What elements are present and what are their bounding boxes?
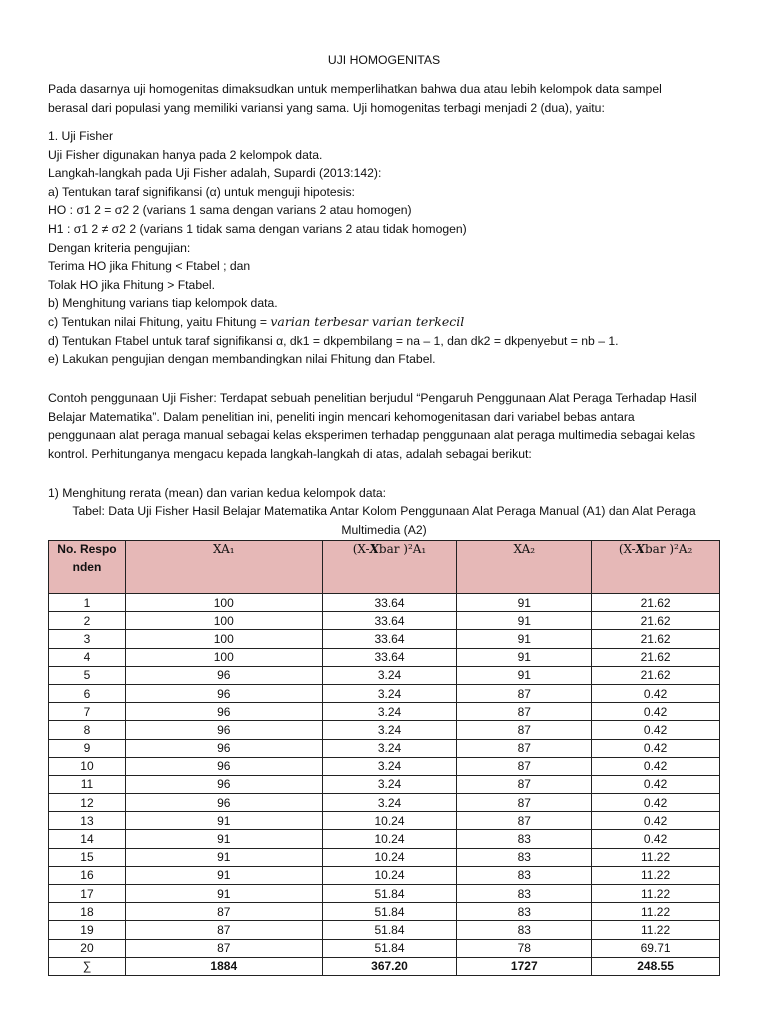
cell-xa2: 83	[457, 921, 592, 939]
table-row	[49, 775, 720, 793]
cell-xa1: 96	[125, 684, 322, 702]
hypothesis-h0: HO : σ1 2 = σ2 2 (varians 1 sama dengan varians 2 atau homogen)	[48, 203, 412, 218]
cell-xa1: 100	[125, 648, 322, 666]
example-line: Contoh penggunaan Uji Fisher: Terdapat sebuah penelitian berjudul “Pengaruh Penggunaan Alat Peraga Terhadap Hasil	[48, 391, 697, 405]
table-row	[49, 684, 720, 702]
cell-xa2: 83	[457, 830, 592, 848]
intro-line: Pada dasarnya uji homogenitas dimaksudkan untuk memperlihatkan bahwa dua atau lebih kelompok data sampel	[48, 82, 662, 96]
table-row	[49, 794, 720, 812]
cell-dev-a2: 11.22	[592, 848, 720, 866]
cell-no: 15	[49, 848, 126, 866]
step-1-text: 1) Menghitung rerata (mean) dan varian kedua kelompok data:	[48, 486, 387, 500]
cell-dev-a1: 3.24	[322, 703, 457, 721]
table-row	[49, 630, 720, 648]
table-row	[49, 739, 720, 757]
cell-xa1: 96	[125, 739, 322, 757]
cell-xa1: 96	[125, 666, 322, 684]
fisher-section	[48, 127, 720, 369]
cell-xa2: 87	[457, 757, 592, 775]
table-row	[49, 666, 720, 684]
cell-no: 20	[49, 939, 126, 957]
header-no-responden: No. Responden	[49, 541, 126, 594]
table-row	[49, 812, 720, 830]
example-line: penggunaan alat peraga manual sebagai kelas eksperimen terhadap penggunaan alat peraga multimedia sebagai kelas	[48, 428, 696, 443]
cell-dev-a2: 0.42	[592, 775, 720, 793]
cell-dev-a2: 0.42	[592, 794, 720, 812]
header-xa1: XA₁	[125, 541, 322, 594]
cell-no: 1	[49, 594, 126, 612]
cell-dev-a2: 21.62	[592, 630, 720, 648]
cell-dev-a1: 33.64	[322, 630, 457, 648]
cell-no: 17	[49, 885, 126, 903]
cell-xa1: 96	[125, 757, 322, 775]
table-row	[49, 866, 720, 884]
cell-dev-a1: 10.24	[322, 830, 457, 848]
cell-dev-a1: 3.24	[322, 721, 457, 739]
cell-dev-a2: 11.22	[592, 866, 720, 884]
cell-no: 5	[49, 666, 126, 684]
fisher-step-d: d) Tentukan Ftabel untuk taraf signifikansi α, dk1 = dkpembilang = na – 1, dan dk2 = dkpenyebut = nb – 1.	[48, 333, 619, 348]
fhitung-formula: varian terbesar varian terkecil	[270, 313, 465, 329]
cell-xa2: 83	[457, 866, 592, 884]
fisher-step-a: a) Tentukan taraf signifikansi (α) untuk menguji hipotesis:	[48, 184, 355, 199]
hypothesis-h1: H1 : σ1 2 ≠ σ2 2 (varians 1 tidak sama dengan varians 2 atau tidak homogen)	[48, 221, 467, 236]
cell-xa1: 100	[125, 594, 322, 612]
table-total-row	[49, 957, 720, 975]
cell-dev-a2: 69.71	[592, 939, 720, 957]
cell-xa1: 100	[125, 630, 322, 648]
cell-no: 18	[49, 903, 126, 921]
total-cell-dev-a1: 367.20	[322, 957, 457, 975]
cell-dev-a1: 33.64	[322, 612, 457, 630]
cell-xa2: 91	[457, 666, 592, 684]
table-row	[49, 830, 720, 848]
cell-dev-a1: 51.84	[322, 921, 457, 939]
table-header-row	[49, 541, 720, 594]
table-row	[49, 848, 720, 866]
example-paragraph	[48, 389, 720, 463]
cell-xa2: 83	[457, 903, 592, 921]
table-row	[49, 903, 720, 921]
cell-xa2: 83	[457, 848, 592, 866]
cell-no: 11	[49, 775, 126, 793]
cell-xa1: 91	[125, 848, 322, 866]
cell-no: 9	[49, 739, 126, 757]
cell-xa1: 91	[125, 885, 322, 903]
cell-dev-a2: 0.42	[592, 721, 720, 739]
cell-no: 4	[49, 648, 126, 666]
step-c-text: c) Tentukan nilai Fhitung, yaitu Fhitung =	[48, 314, 271, 329]
page-title: UJI HOMOGENITAS	[327, 53, 441, 67]
cell-xa2: 78	[457, 939, 592, 957]
cell-no: 7	[49, 703, 126, 721]
cell-xa1: 87	[125, 903, 322, 921]
cell-dev-a1: 3.24	[322, 739, 457, 757]
table-row	[49, 721, 720, 739]
header-dev-a2: (X-Xbar )²A₂	[592, 541, 720, 594]
cell-no: 13	[49, 812, 126, 830]
sum-symbol: ∑	[49, 957, 126, 975]
header-dev-a1: (X-Xbar )²A₁	[322, 541, 457, 594]
table-caption	[48, 502, 720, 539]
cell-dev-a1: 3.24	[322, 757, 457, 775]
cell-xa1: 96	[125, 794, 322, 812]
table-row	[49, 703, 720, 721]
cell-dev-a1: 3.24	[322, 775, 457, 793]
cell-dev-a2: 0.42	[592, 739, 720, 757]
cell-dev-a2: 11.22	[592, 921, 720, 939]
caption-line: Tabel: Data Uji Fisher Hasil Belajar Matematika Antar Kolom Penggunaan Alat Peraga Manual (A1) dan Alat Peraga	[72, 504, 696, 518]
cell-no: 10	[49, 757, 126, 775]
cell-no: 2	[49, 612, 126, 630]
cell-xa2: 91	[457, 630, 592, 648]
table-row	[49, 757, 720, 775]
fisher-heading: 1. Uji Fisher	[48, 129, 114, 143]
cell-xa1: 96	[125, 775, 322, 793]
cell-xa1: 91	[125, 812, 322, 830]
cell-xa2: 87	[457, 794, 592, 812]
cell-no: 16	[49, 866, 126, 884]
cell-no: 8	[49, 721, 126, 739]
cell-dev-a2: 0.42	[592, 757, 720, 775]
cell-xa2: 91	[457, 612, 592, 630]
intro-line: berasal dari populasi yang memiliki variansi yang sama. Uji homogenitas terbagi menjadi 2 (dua), yaitu:	[48, 100, 605, 115]
cell-dev-a1: 10.24	[322, 812, 457, 830]
cell-dev-a2: 21.62	[592, 666, 720, 684]
caption-line: Multimedia (A2)	[341, 522, 427, 537]
cell-xa2: 87	[457, 812, 592, 830]
fisher-line: Dengan kriteria pengujian:	[48, 240, 191, 255]
cell-dev-a1: 33.64	[322, 594, 457, 612]
cell-xa2: 83	[457, 885, 592, 903]
cell-xa1: 96	[125, 703, 322, 721]
cell-dev-a2: 11.22	[592, 885, 720, 903]
cell-dev-a2: 0.42	[592, 812, 720, 830]
cell-dev-a2: 21.62	[592, 612, 720, 630]
table-row	[49, 648, 720, 666]
cell-no: 6	[49, 684, 126, 702]
table-row	[49, 612, 720, 630]
step-1	[48, 484, 720, 503]
cell-dev-a1: 51.84	[322, 939, 457, 957]
cell-dev-a1: 3.24	[322, 794, 457, 812]
total-cell-xa1: 1884	[125, 957, 322, 975]
cell-dev-a2: 11.22	[592, 903, 720, 921]
fisher-line: Terima HO jika Fhitung < Ftabel ; dan	[48, 259, 251, 274]
cell-dev-a1: 51.84	[322, 885, 457, 903]
fisher-line: Langkah-langkah pada Uji Fisher adalah, Supardi (2013:142):	[48, 166, 382, 181]
cell-dev-a1: 10.24	[322, 848, 457, 866]
cell-xa2: 91	[457, 594, 592, 612]
cell-dev-a1: 3.24	[322, 666, 457, 684]
table-row	[49, 921, 720, 939]
fisher-data-table	[48, 540, 720, 976]
cell-dev-a1: 51.84	[322, 903, 457, 921]
total-cell-dev-a2: 248.55	[592, 957, 720, 975]
fisher-step-c	[48, 313, 720, 332]
cell-no: 14	[49, 830, 126, 848]
cell-xa2: 87	[457, 739, 592, 757]
cell-dev-a1: 3.24	[322, 684, 457, 702]
cell-dev-a1: 33.64	[322, 648, 457, 666]
cell-xa2: 91	[457, 648, 592, 666]
cell-xa1: 96	[125, 721, 322, 739]
cell-dev-a2: 0.42	[592, 684, 720, 702]
table-row	[49, 885, 720, 903]
cell-xa1: 87	[125, 939, 322, 957]
cell-xa1: 100	[125, 612, 322, 630]
cell-xa1: 87	[125, 921, 322, 939]
intro-paragraph	[48, 80, 720, 117]
example-line: kontrol. Perhitunganya mengacu kepada langkah-langkah di atas, adalah sebagai berikut:	[48, 446, 532, 461]
cell-xa2: 87	[457, 684, 592, 702]
cell-xa2: 87	[457, 721, 592, 739]
cell-dev-a2: 21.62	[592, 594, 720, 612]
cell-no: 3	[49, 630, 126, 648]
fisher-line: Uji Fisher digunakan hanya pada 2 kelompok data.	[48, 147, 323, 162]
cell-no: 12	[49, 794, 126, 812]
example-line: Belajar Matematika”. Dalam penelitian ini, peneliti ingin mencari kehomogenitasan dari variabel bebas antara	[48, 409, 635, 424]
fisher-step-b: b) Menghitung varians tiap kelompok data.	[48, 296, 278, 311]
cell-xa1: 91	[125, 866, 322, 884]
total-cell-xa2: 1727	[457, 957, 592, 975]
cell-no: 19	[49, 921, 126, 939]
fisher-line: Tolak HO jika Fhitung > Ftabel.	[48, 277, 215, 292]
table-row	[49, 594, 720, 612]
cell-dev-a1: 10.24	[322, 866, 457, 884]
cell-dev-a2: 0.42	[592, 703, 720, 721]
cell-dev-a2: 21.62	[592, 648, 720, 666]
cell-xa2: 87	[457, 703, 592, 721]
cell-xa2: 87	[457, 775, 592, 793]
cell-xa1: 91	[125, 830, 322, 848]
fisher-step-e: e) Lakukan pengujian dengan membandingkan nilai Fhitung dan Ftabel.	[48, 352, 436, 367]
header-xa2: XA₂	[457, 541, 592, 594]
table-row	[49, 939, 720, 957]
cell-dev-a2: 0.42	[592, 830, 720, 848]
